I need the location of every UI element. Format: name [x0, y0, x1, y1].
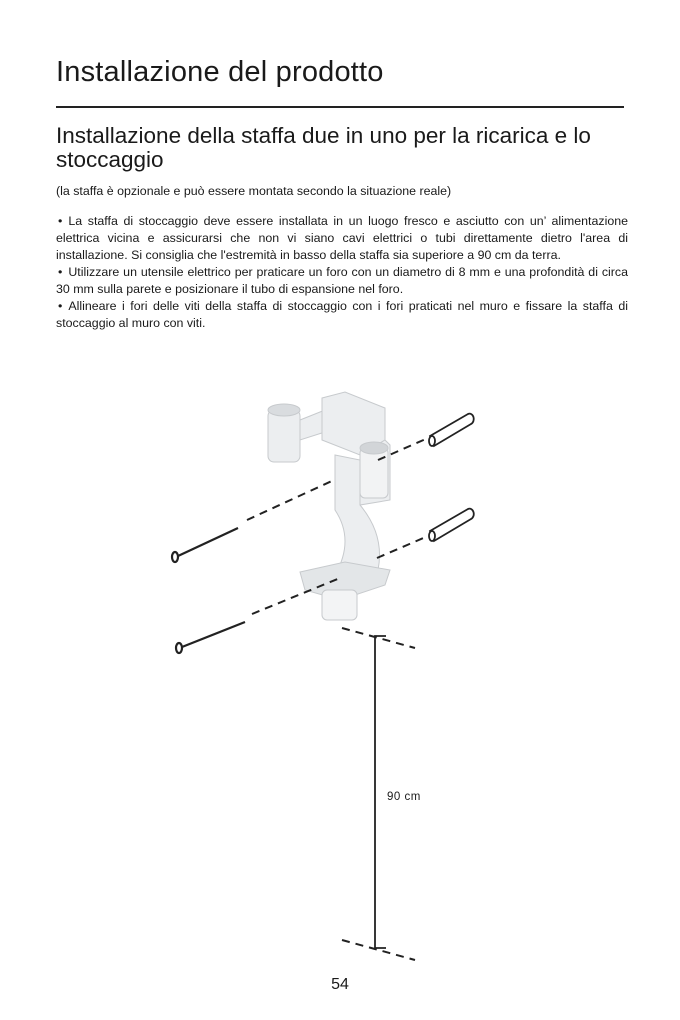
list-item: • La staffa di stoccaggio deve essere installata in un luogo fresco e asciutto con un’ alimentazione elettrica vicina e assicurarsi che non vi siano cavi elettrici o tubi direttamente dietro l'area di installazione. Si consiglia che l'estremità in basso della staffa sia superiore a 90 cm da terra. [56, 214, 628, 262]
list-item: • Allineare i fori delle viti della staffa di stoccaggio con i fori praticati nel muro e fissare la staffa di stoccaggio al muro con viti. [56, 299, 628, 330]
bracket-installation-illustration [150, 385, 490, 965]
height-dimension-label: 90 cm [387, 791, 421, 803]
page-title: Installazione del prodotto [56, 56, 384, 88]
alignment-dashes [247, 438, 428, 960]
optional-note: (la staffa è opzionale e può essere montata secondo la situazione reale) [56, 184, 452, 198]
list-item: • Utilizzare un utensile elettrico per praticare un foro con un diametro di 8 mm e una profondità di circa 30 mm sulla parete e posizionare il tubo di espansione nel foro. [56, 265, 628, 296]
section-title: Installazione della staffa due in uno per la ricarica e lo stoccaggio [56, 123, 591, 172]
wall-plug-icon [429, 414, 474, 541]
height-dimension-line [375, 636, 386, 948]
page-number: 54 [331, 976, 349, 993]
instruction-list [56, 213, 628, 332]
screw-icon [172, 528, 245, 653]
storage-bracket [268, 392, 390, 620]
title-divider [56, 106, 624, 108]
